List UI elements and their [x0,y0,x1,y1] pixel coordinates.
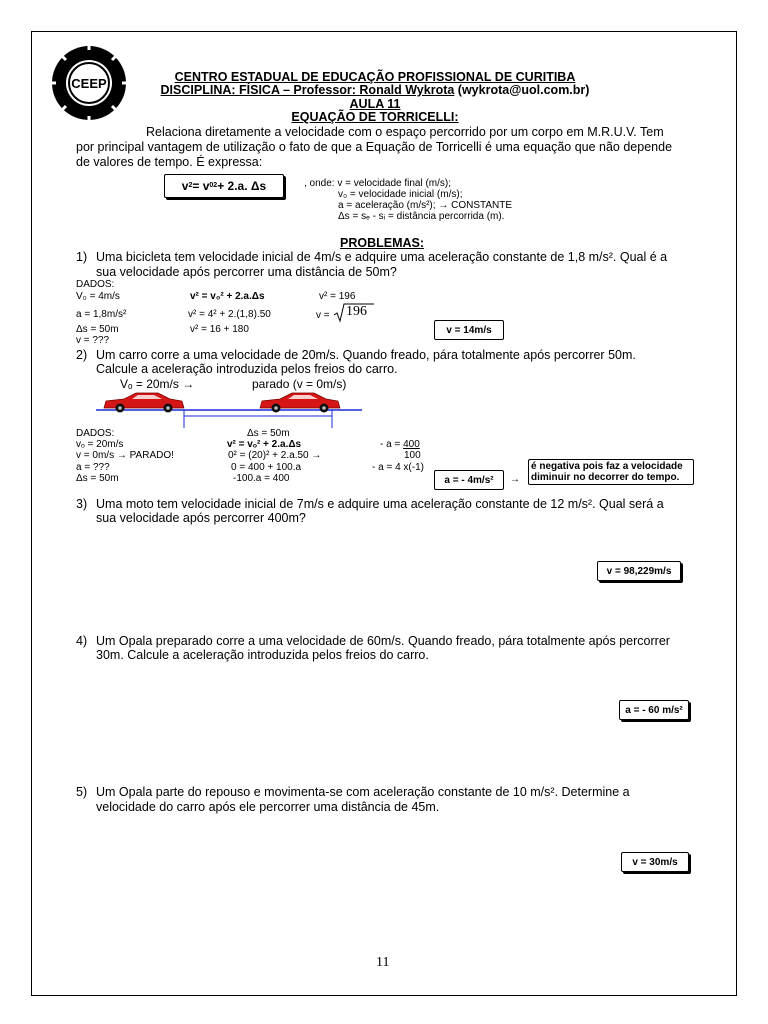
p2-line-1: Um carro corre a uma velocidade de 20m/s. Quando freado, pára totalmente após percorrer 50m. [96,348,636,362]
formula-a-def: a = aceleração (m/s²); → CONSTANTE [338,200,513,211]
discipline-text: DISCIPLINA: FÍSICA – Professor: Ronald Wykrota [160,83,455,97]
p2-dados: DADOS: [76,428,115,439]
p2-calc-ds: Δs = 50m [247,428,290,439]
p1-line-1: Uma bicicleta tem velocidade inicial de 4m/s e adquire uma aceleração constante de 1,8 m/s². Qual é a [96,250,668,264]
p2-ds: Δs = 50m [76,473,119,484]
p1-eq5-prefix: v = [316,310,330,321]
school-name: CENTRO ESTADUAL DE EDUCAÇÃO PROFISSIONAL DE CURITIBA [174,70,576,84]
p1-eq3: v² = 16 + 180 [190,324,249,335]
formula-v0-def: v₀ = velocidade inicial (m/s); [338,189,463,200]
intro-line-3: de valores de tempo. É expressa: [76,155,263,169]
torricelli-formula-box: v 2 = v 0 2 + 2.a. Δs [164,174,284,198]
p2-v0: vₒ = 20m/s [76,439,124,450]
formula-ds-def: Δs = sₑ - sᵢ = distância percorrida (m). [338,211,505,222]
p2-label-stopped: parado (v = 0m/s) [252,377,347,391]
p1-v0: V₀ = 4m/s [76,291,120,302]
p2-note-line-2: diminuir no decorrer do tempo. [531,472,680,483]
page-number: 11 [376,955,390,970]
p5-number: 5) [76,785,88,799]
p2-label-v0: Vₒ = 20m/s → [120,377,195,391]
formula-v: v [181,179,189,193]
p2-calc-4: -100.a = 400 [233,473,290,484]
p3-number: 3) [76,497,88,511]
p2-line-2: Calcule a aceleração introduzida pelos freios do carro. [96,362,398,376]
p1-a: a = 1,8m/s² [76,309,127,320]
intro-line-1: Relaciona diretamente a velocidade com o espaço percorrido por um corpo em M.R.U.V. Tem [146,125,664,139]
p1-v: v = ??? [76,335,110,346]
formula-rest: + 2.a. Δs [217,179,267,193]
p5-answer-box: v = 30m/s [621,852,689,872]
lesson-number: AULA 11 [349,97,401,111]
p2-calc-2: 0² = (20)² + 2.a.50 → [228,450,322,461]
p2-calc-3: 0 = 400 + 100.a [231,462,302,473]
p2-number: 2) [76,348,88,362]
problems-title: PROBLEMAS: [340,236,425,250]
ceep-logo [50,44,128,122]
lesson-title: EQUAÇÃO DE TORRICELLI: [291,110,459,124]
formula-onde: , onde: v = velocidade final (m/s); [304,178,452,189]
p1-line-2: sua velocidade após percorrer uma distância de 50m? [96,265,397,279]
intro-line-2: por principal vantagem de utilização o fato de que a Equação de Torricelli é uma equação que não depende [76,140,673,154]
p5-line-2: velocidade do carro após ele percorrer uma distância de 45m. [96,800,440,814]
professor-email: (wykrota@uol.com.br) [454,83,590,97]
p2-calc-1: v² = vₒ² + 2.a.Δs [227,439,302,450]
p2-answer-box: a = - 4m/s² [434,470,504,490]
formula-eq: = v [192,179,210,193]
p1-eq1: v² = v₀² + 2.a.Δs [190,291,265,302]
p5-line-1: Um Opala parte do repouso e movimenta-se com aceleração constante de 10 m/s². Determine a [96,785,630,799]
p1-ds: Δs = 50m [76,324,119,335]
p1-eq2: v² = 4² + 2.(1,8).50 [188,309,271,320]
p4-line-2: 30m. Calcule a aceleração introduzida pelos freios do carro. [96,648,429,662]
p1-number: 1) [76,250,88,264]
discipline-line [140,83,610,97]
braking-diagram [96,388,366,432]
p2-v: v = 0m/s → PARADO! [76,450,174,461]
p2-result-denominator: 100 [404,450,421,461]
p4-number: 4) [76,634,88,648]
p2-note-line-1: é negativa pois faz a velocidade [531,461,683,472]
p2-arrow: → [510,474,520,485]
p4-answer-box: a = - 60 m/s² [619,700,689,720]
p2-a: a = ??? [76,462,110,473]
p3-answer-box: v = 98,229m/s [597,561,681,581]
p2-note-box [528,459,694,485]
p1-dados: DADOS: [76,279,115,290]
p1-eq4: v² = 196 [319,291,356,302]
p3-line-2: sua velocidade após percorrer 400m? [96,511,306,525]
p1-eq5-radicand: 196 [346,304,367,319]
p4-line-1: Um Opala preparado corre a uma velocidade de 60m/s. Quando freado, pára totalmente após percorrer [96,634,670,648]
p1-answer-box: v = 14m/s [434,320,504,340]
p3-line-1: Uma moto tem velocidade inicial de 7m/s e adquire uma aceleração constante de 12 m/s². Qual será a [96,497,664,511]
p2-result-numerator: 400 [403,439,420,450]
logo-text: CEEP [71,76,107,91]
p2-result-3: - a = 4 x(-1) [372,462,424,473]
p2-result-1-label: - a = [380,439,401,450]
